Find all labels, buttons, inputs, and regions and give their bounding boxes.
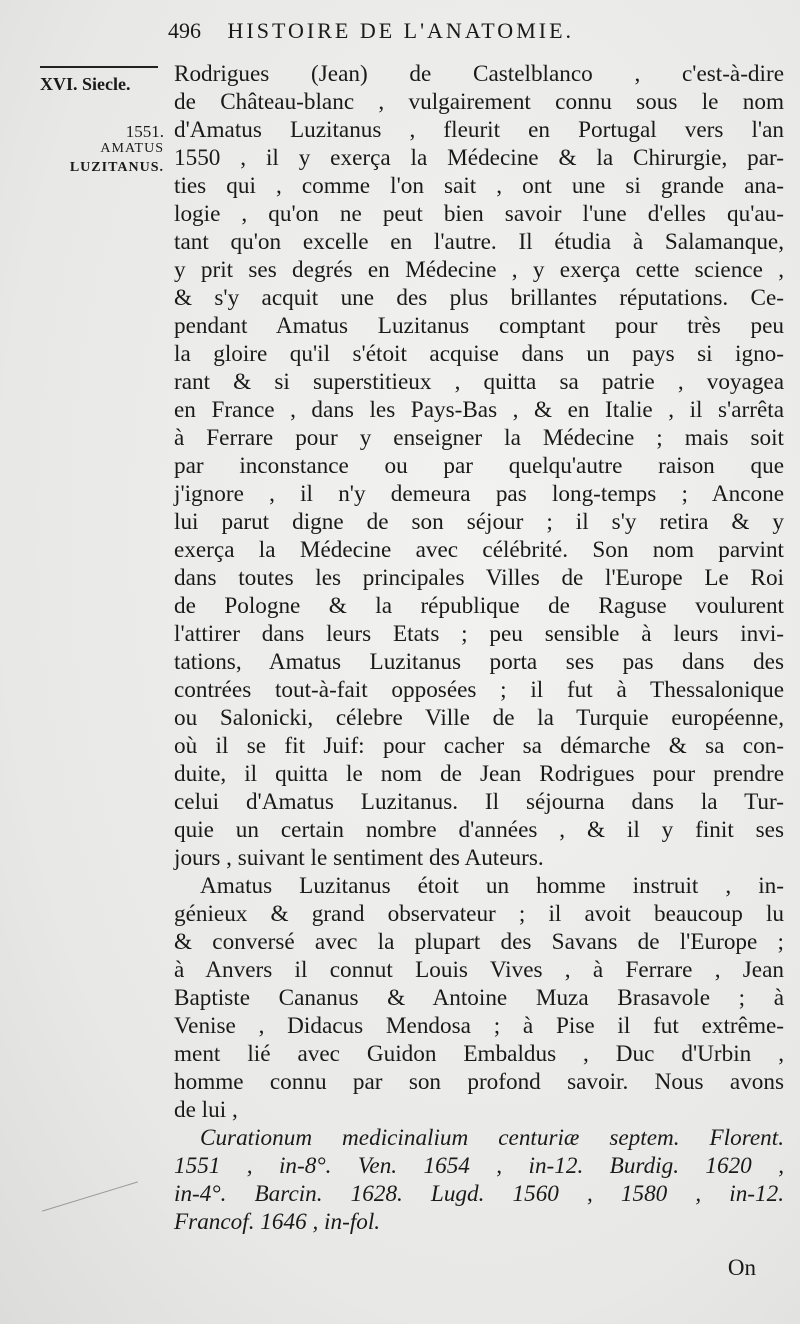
text-line: ment lié avec Guidon Embaldus , Duc d'Urbin , (174, 1041, 784, 1067)
text-line: génieux & grand observateur ; il avoit beaucoup lu (174, 901, 784, 927)
text-line: à Ferrare pour y enseigner la Médecine ; mais soit (174, 425, 784, 451)
text-line: Venise , Didacus Mendosa ; à Pise il fut extrême- (174, 1013, 784, 1039)
text-line: duite, il quitta le nom de Jean Rodrigues pour prendre (174, 761, 784, 787)
margin-rule (40, 66, 158, 68)
text-line: & s'y acquit une des plus brillantes réputations. Ce- (174, 285, 784, 311)
text-line: d'Amatus Luzitanus , fleurit en Portugal vers l'an (174, 117, 784, 143)
text-line: rant & si superstitieux , quitta sa patrie , voyagea (174, 369, 784, 395)
page-number: 496 (168, 18, 201, 43)
text-line: 1550 , il y exerça la Médecine & la Chirurgie, par- (174, 145, 784, 171)
reference-line: 1551 , in-8°. Ven. 1654 , in-12. Burdig. 1620 , (174, 1153, 784, 1179)
page-header (168, 18, 574, 44)
text-line: homme connu par son profond savoir. Nous avons (174, 1069, 784, 1095)
text-line: de Pologne & la république de Raguse voulurent (174, 593, 784, 619)
margin-year: 1551. (125, 122, 164, 141)
catchword: On (727, 1255, 756, 1280)
text-line: dans toutes les principales Villes de l'Europe Le Roi (174, 565, 784, 591)
text-line: l'attirer dans leurs Etats ; peu sensible à leurs invi- (174, 621, 784, 647)
text-line: Rodrigues (Jean) de Castelblanco , c'est-à-dire (174, 61, 784, 87)
reference-line: in-4°. Barcin. 1628. Lugd. 1560 , 1580 , in-12. (174, 1181, 784, 1207)
text-line: Baptiste Cananus & Antoine Muza Brasavole ; à (174, 985, 784, 1011)
text-line: logie , qu'on ne peut bien savoir l'une d'elles qu'au- (174, 201, 784, 227)
reference-line: Francof. 1646 , in-fol. (174, 1209, 381, 1235)
text-line: y prit ses degrés en Médecine , y exerça cette science , (174, 257, 784, 283)
stray-mark (42, 1181, 138, 1211)
text-line: jours , suivant le sentiment des Auteurs. (174, 845, 544, 871)
text-line: j'ignore , il n'y demeura pas long-temps ; Ancone (174, 481, 784, 507)
text-line: de lui , (174, 1097, 238, 1123)
text-line: quie un certain nombre d'années , & il y finit ses (174, 817, 784, 843)
text-line: la gloire qu'il s'étoit acquise dans un pays si igno- (174, 341, 784, 367)
reference-line: Curationum medicinalium centuriæ septem. Florent. (200, 1125, 784, 1151)
text-line: en France , dans les Pays-Bas , & en Italie , il s'arrêta (174, 397, 784, 423)
text-line: Amatus Luzitanus étoit un homme instruit , in- (200, 873, 784, 899)
body-text (174, 60, 784, 1236)
text-line: tations, Amatus Luzitanus porta ses pas dans des (174, 649, 784, 675)
text-line: pendant Amatus Luzitanus comptant pour très peu (174, 313, 784, 339)
text-line: exerça la Médecine avec célébrité. Son nom parvint (174, 537, 784, 563)
text-line: à Anvers il connut Louis Vives , à Ferrare , Jean (174, 957, 784, 983)
text-line: où il se fit Juif: pour cacher sa démarche & sa con- (174, 733, 784, 759)
text-line: ou Salonicki, célebre Ville de la Turquie européenne, (174, 705, 784, 731)
text-line: par inconstance ou par quelqu'autre raison que (174, 453, 784, 479)
text-line: de Château-blanc , vulgairement connu sous le nom (174, 89, 784, 115)
text-line: & conversé avec la plupart des Savans de l'Europe ; (174, 929, 784, 955)
text-line: lui parut digne de son séjour ; il s'y retira & y (174, 509, 784, 535)
text-line: tant qu'on excelle en l'autre. Il étudia à Salamanque, (174, 229, 784, 255)
text-line: contrées tout-à-fait opposées ; il fut à Thessalonique (174, 677, 784, 703)
running-title: HISTOIRE DE L'ANATOMIE. (227, 18, 575, 43)
text-line: ties qui , comme l'on sait , ont une si grande ana- (174, 173, 784, 199)
margin-name-line1: AMATUS (100, 141, 164, 156)
margin-name-line2: LUZITANUS. (69, 160, 164, 175)
text-line: celui d'Amatus Luzitanus. Il séjourna dans la Tur- (174, 789, 784, 815)
margin-century: XVI. Siecle. (40, 74, 131, 94)
